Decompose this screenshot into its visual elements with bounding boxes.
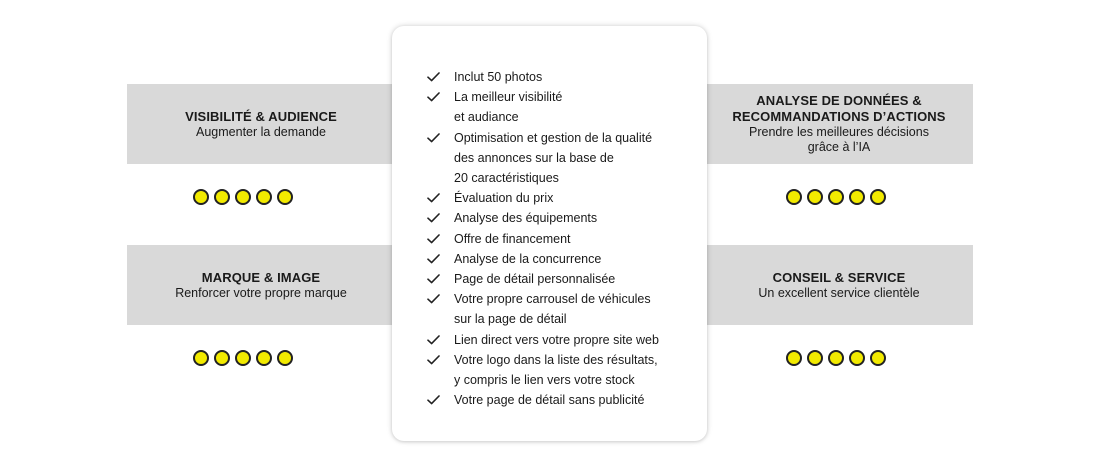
feature-list-item	[427, 330, 697, 350]
feature-brand-image	[127, 245, 395, 325]
rating-dot	[277, 189, 293, 205]
rating-dot	[849, 350, 865, 366]
feature-list-item	[427, 269, 697, 289]
rating-dot	[214, 189, 230, 205]
feature-title: MARQUE & IMAGE	[201, 269, 321, 285]
feature-list-item	[427, 229, 697, 249]
feature-subtitle: Renforcer votre propre marque	[175, 285, 347, 300]
feature-data-analysis	[705, 84, 973, 164]
checkmark-icon	[427, 188, 454, 208]
rating-dot	[277, 350, 293, 366]
checkmark-icon	[427, 350, 454, 370]
feature-subtitle: Prendre les meilleures décisions grâce à l’IA	[749, 125, 929, 154]
checkmark-icon	[427, 128, 454, 148]
rating-dot	[193, 350, 209, 366]
feature-list-item-label: Inclut 50 photos	[454, 70, 543, 84]
feature-list-item	[427, 188, 697, 208]
feature-list-item-label: Votre page de détail sans publicité	[454, 393, 645, 408]
rating-dots-service	[786, 350, 886, 366]
checkmark-icon	[427, 269, 454, 289]
rating-dot	[807, 350, 823, 366]
rating-dot	[235, 189, 251, 205]
feature-list-item-label: Évaluation du prix	[454, 191, 554, 206]
checkmark-icon	[427, 87, 454, 107]
feature-list-item-label: Analyse des équipements	[454, 211, 598, 226]
rating-dot	[828, 189, 844, 205]
feature-list-item-label: Analyse de la concurrence	[454, 251, 602, 266]
feature-list-item-label: Offre de financement	[454, 231, 571, 246]
rating-dots-visibility	[193, 189, 293, 205]
checkmark-icon	[427, 330, 454, 350]
rating-dot	[193, 189, 209, 205]
rating-dot	[786, 350, 802, 366]
rating-dot	[786, 189, 802, 205]
feature-list-item-label: La meilleur visibilité et audiance	[454, 90, 563, 125]
rating-dot	[214, 350, 230, 366]
feature-list-item-label: Page de détail personnalisée	[454, 272, 616, 287]
included-features-card	[392, 26, 707, 441]
checkmark-icon	[427, 249, 454, 269]
feature-list-item	[427, 67, 697, 87]
feature-subtitle: Un excellent service clientèle	[758, 285, 920, 300]
rating-dot	[256, 350, 272, 366]
feature-list-item-label: Lien direct vers votre propre site web	[454, 332, 659, 347]
feature-visibility-audience	[127, 84, 395, 164]
feature-list-item-label: Votre propre carrousel de véhicules sur la page de détail	[454, 292, 651, 327]
feature-list-item	[427, 390, 697, 410]
feature-title: CONSEIL & SERVICE	[772, 269, 906, 285]
feature-title: ANALYSE DE DONNÉES & RECOMMANDATIONS D’ACTIONS	[732, 93, 946, 124]
checkmark-icon	[427, 67, 454, 87]
feature-list-item	[427, 350, 697, 390]
feature-list-item	[427, 87, 697, 127]
feature-advice-service	[705, 245, 973, 325]
checkmark-icon	[427, 289, 454, 309]
rating-dots-data-analysis	[786, 189, 886, 205]
feature-subtitle: Augmenter la demande	[196, 124, 326, 139]
included-features-list	[427, 67, 697, 410]
checkmark-icon	[427, 208, 454, 228]
feature-list-item	[427, 208, 697, 228]
rating-dots-brand	[193, 350, 293, 366]
checkmark-icon	[427, 229, 454, 249]
feature-list-item	[427, 249, 697, 269]
feature-list-item-label: Votre logo dans la liste des résultats, y compris le lien vers votre stock	[454, 352, 658, 388]
feature-list-item	[427, 289, 697, 329]
rating-dot	[870, 189, 886, 205]
rating-dot	[235, 350, 251, 366]
feature-title: VISIBILITÉ & AUDIENCE	[185, 108, 337, 124]
feature-list-item-label: Optimisation et gestion de la qualité des annonces sur la base de 20 caractéristiques	[454, 130, 653, 186]
rating-dot	[807, 189, 823, 205]
rating-dot	[828, 350, 844, 366]
checkmark-icon	[427, 390, 454, 410]
rating-dot	[256, 189, 272, 205]
rating-dot	[870, 350, 886, 366]
feature-list-item	[427, 128, 697, 189]
rating-dot	[849, 189, 865, 205]
